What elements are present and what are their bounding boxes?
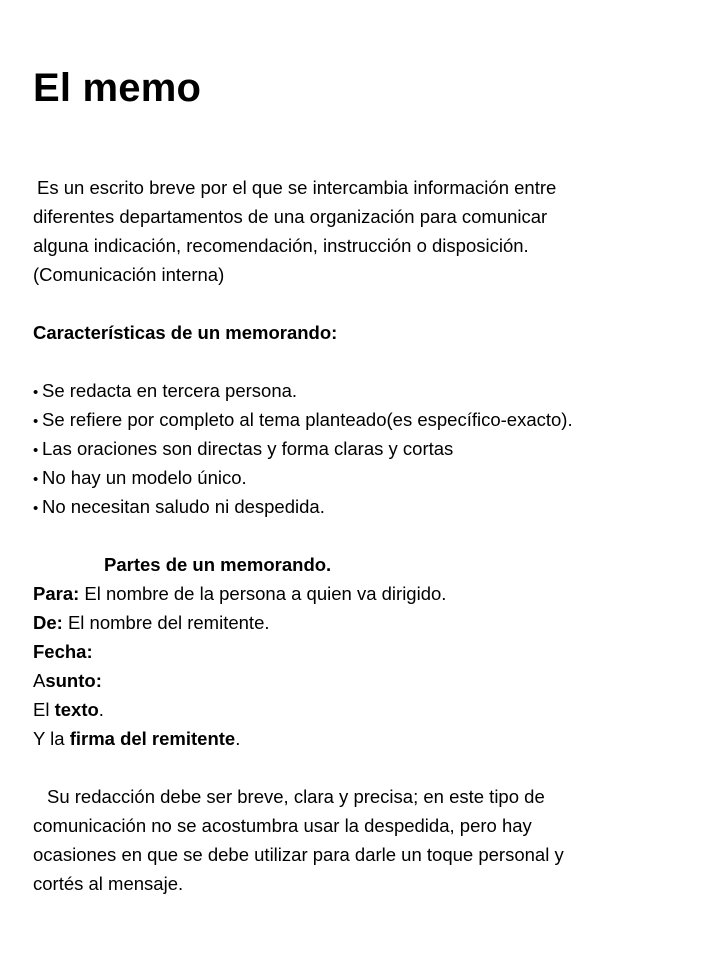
characteristic-text: No necesitan saludo ni despedida. xyxy=(42,496,325,517)
characteristic-item xyxy=(33,434,703,463)
page-title: El memo xyxy=(33,66,202,110)
firma-prefix: Y la xyxy=(33,728,70,749)
para-label: Para: xyxy=(33,583,80,604)
characteristic-text: Se redacta en tercera persona. xyxy=(42,380,298,401)
de-text: El nombre del remitente. xyxy=(62,612,270,633)
closing-line: comunicación no se acostumbra usar la despedida, pero hay xyxy=(33,815,532,836)
closing-line: Su redacción debe ser breve, clara y precisa; en este tipo de xyxy=(47,786,545,807)
characteristic-item xyxy=(33,492,703,521)
body-text xyxy=(33,173,703,898)
closing-line: cortés al mensaje. xyxy=(33,873,184,894)
texto-prefix: El xyxy=(33,699,55,720)
texto-suffix: . xyxy=(98,699,104,720)
characteristics-heading: Características de un memorando: xyxy=(33,322,338,343)
para-text: El nombre de la persona a quien va dirigido. xyxy=(79,583,447,604)
part-firma xyxy=(33,724,703,753)
intro-line: diferentes departamentos de una organización para comunicar xyxy=(33,206,548,227)
spacer xyxy=(33,347,703,376)
characteristic-item xyxy=(33,405,703,434)
part-para xyxy=(33,579,703,608)
characteristic-text: Se refiere por completo al tema planteado(es específico-exacto). xyxy=(42,409,573,430)
parts-heading: Partes de un memorando. xyxy=(104,554,332,575)
asunto-label: sunto: xyxy=(45,670,102,691)
firma-suffix: . xyxy=(235,728,241,749)
part-asunto xyxy=(33,666,703,695)
intro-line: (Comunicación interna) xyxy=(33,264,225,285)
slide xyxy=(33,62,703,114)
de-label: De: xyxy=(33,612,63,633)
characteristic-item xyxy=(33,376,703,405)
spacer xyxy=(33,289,703,318)
part-fecha: Fecha: xyxy=(33,641,93,662)
texto-label: texto xyxy=(54,699,99,720)
part-texto xyxy=(33,695,703,724)
spacer xyxy=(33,521,703,550)
firma-label: firma del remitente xyxy=(69,728,236,749)
part-de xyxy=(33,608,703,637)
closing-line: ocasiones en que se debe utilizar para darle un toque personal y xyxy=(33,844,564,865)
characteristic-text: Las oraciones son directas y forma claras y cortas xyxy=(42,438,454,459)
characteristic-item xyxy=(33,463,703,492)
intro-line: alguna indicación, recomendación, instrucción o disposición. xyxy=(33,235,529,256)
spacer xyxy=(33,753,703,782)
characteristic-text: No hay un modelo único. xyxy=(42,467,247,488)
intro-line: Es un escrito breve por el que se intercambia información entre xyxy=(37,177,557,198)
asunto-prefix: A xyxy=(33,670,46,691)
